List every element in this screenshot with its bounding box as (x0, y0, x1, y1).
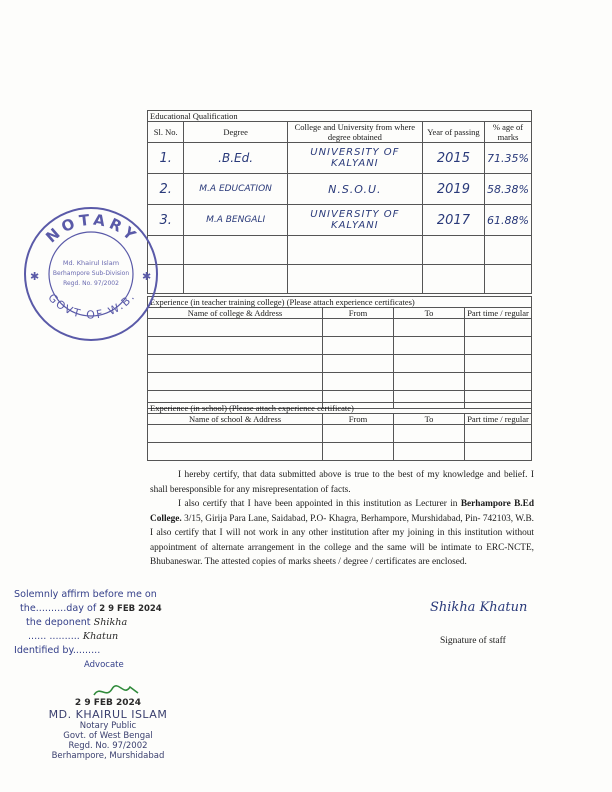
cell-sl: 1. (148, 143, 184, 174)
qualification-title: Educational Qualification (148, 111, 532, 122)
seal-inner-line: Md. Khairul Islam (62, 259, 120, 267)
notary-name: MD. KHAIRUL ISLAM (48, 708, 168, 721)
header-sl: Sl. No. (148, 122, 184, 143)
header-school-name: Name of school & Address (148, 414, 323, 425)
declaration-lead: I also certify that I have been appointed in this institution as Lecturer in (178, 499, 458, 509)
college-name: Berhampore B.Ed College. (150, 499, 534, 524)
table-row (148, 205, 532, 236)
qualification-table (147, 110, 532, 294)
affidavit-date: 2 9 FEB 2024 (99, 604, 162, 614)
cell-college: UNIVERSITY OF KALYANI (287, 143, 422, 174)
cell-degree: M.A BENGALI (184, 205, 287, 236)
header-part-time: Part time / regular (465, 308, 532, 319)
table-row (148, 373, 532, 391)
affidavit-stamp (14, 588, 162, 672)
header-to: To (394, 414, 465, 425)
affidavit-line: Solemnly affirm before me on (14, 589, 157, 600)
table-row (148, 443, 532, 461)
cell-degree: .B.Ed. (184, 143, 287, 174)
svg-text:GOVT OF W.B. (45, 290, 138, 322)
declaration-paragraph-2 (150, 497, 534, 570)
header-part-time: Part time / regular (465, 414, 532, 425)
table-row (148, 265, 532, 294)
header-from: From (323, 414, 394, 425)
affidavit-line: Advocate (84, 660, 124, 670)
notary-seal (22, 205, 160, 343)
header-college: College and University from where degree obtained (287, 122, 422, 143)
header-to: To (394, 308, 465, 319)
affidavit-line: ...... .......... Khatun (28, 631, 119, 642)
notary-date: 2 9 FEB 2024 (74, 698, 142, 708)
table-row (148, 355, 532, 373)
notary-title: Notary Public (79, 721, 137, 731)
affidavit-line: the deponent Shikha (26, 617, 128, 628)
signature-label: Signature of staff (440, 636, 506, 646)
seal-bottom-text: GOVT OF W.B. (45, 289, 139, 322)
cell-college: UNIVERSITY OF KALYANI (287, 205, 422, 236)
cell-marks: 61.88% (485, 205, 532, 236)
seal-inner-line: Regd. No. 97/2002 (63, 280, 119, 287)
table-row (148, 143, 532, 174)
staff-signature: Shikha Khatun (430, 600, 528, 615)
affidavit-line: Identified by......... (14, 645, 101, 656)
experience-school-title: Experience (in school) (Please attach experience certificate) (148, 403, 532, 414)
experience-school-table (147, 402, 532, 461)
cell-marks: 71.35% (485, 143, 532, 174)
table-row (148, 425, 532, 443)
affidavit-line: the..........day of 2 9 FEB 2024 (20, 603, 162, 614)
declaration-rest: 3/15, Girija Para Lane, Saidabad, P.O- Khagra, Berhampore, Murshidabad, Pin- 742103, W.B. I also certify that I will not work in any other institution after my joining in this institution without appointment of alternate arrangement in the college and the same will be intimate to ERC-NCTE, Bhubaneswar. The attested copies of marks sheets / degree / certificates are enclosed. (150, 513, 534, 568)
notary-regd: Regd. No. 97/2002 (68, 741, 148, 751)
experience-college-table (147, 296, 532, 409)
notary-stamp (40, 698, 176, 761)
header-from: From (323, 308, 394, 319)
notary-place: Berhampore, Murshidabad (51, 751, 165, 761)
cell-sl: 2. (148, 174, 184, 205)
seal-inner-line: Berhampore Sub-Division (52, 270, 130, 277)
table-row (148, 337, 532, 355)
cell-year: 2017 (422, 205, 484, 236)
cell-year: 2019 (422, 174, 484, 205)
star-icon: ✱ (142, 271, 152, 283)
table-row (148, 236, 532, 265)
cell-college: N.S.O.U. (287, 174, 422, 205)
svg-text:NOTARY (42, 211, 142, 247)
green-signature (92, 683, 142, 701)
table-row (148, 319, 532, 337)
cell-sl: 3. (148, 205, 184, 236)
star-icon: ✱ (30, 271, 40, 283)
header-year: Year of passing (422, 122, 484, 143)
seal-top-text: NOTARY (42, 210, 143, 247)
cell-year: 2015 (422, 143, 484, 174)
declaration-paragraph-1: I hereby certify, that data submitted above is true to the best of my knowledge and belief. I shall beresponsible for any misrepresentation of facts. (150, 470, 534, 495)
notary-govt: Govt. of West Bengal (63, 731, 153, 741)
header-college-name: Name of college & Address (148, 308, 323, 319)
cell-degree: M.A EDUCATION (184, 174, 287, 205)
cell-marks: 58.38% (485, 174, 532, 205)
header-degree: Degree (184, 122, 287, 143)
header-marks: % age of marks (485, 122, 532, 143)
experience-college-title: Experience (in teacher training college) (Please attach experience certificates) (148, 297, 532, 308)
table-row (148, 174, 532, 205)
